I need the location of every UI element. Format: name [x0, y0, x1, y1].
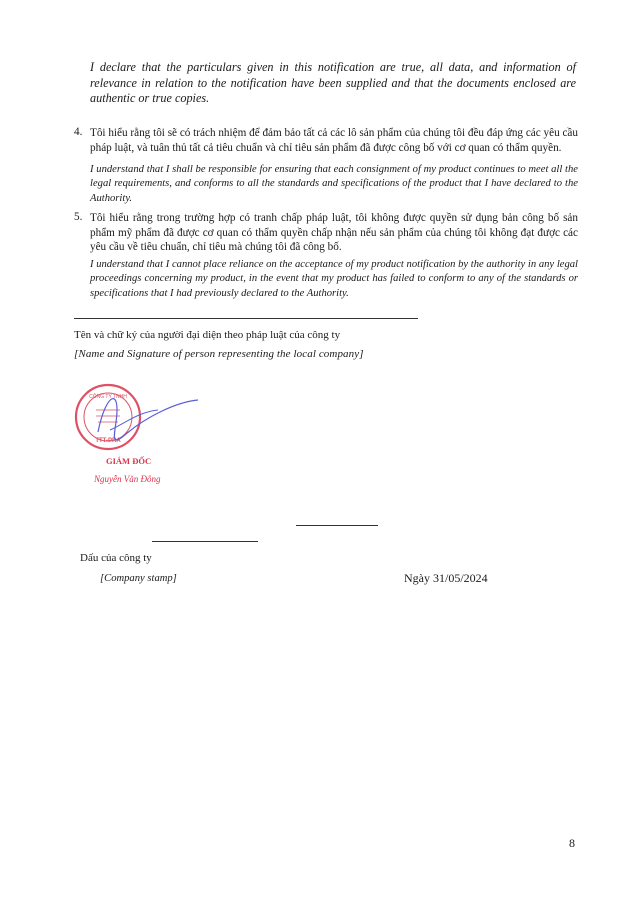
item-4-vietnamese: Tôi hiểu rằng tôi sẽ có trách nhiệm để đảm bảo tất cả các lô sản phẩm của chúng tôi đều đáp ứng các yêu cầu pháp luật, và tuân thủ tất cả tiêu chuẩn và chỉ tiêu sản phẩm đã được công bố với cơ quan có thẩm quyền. — [90, 127, 578, 154]
item-5-number: 5. — [74, 211, 83, 223]
signer-name: Nguyễn Văn Đông — [94, 474, 161, 484]
item-5-vietnamese: Tôi hiểu rằng trong trường hợp có tranh chấp pháp luật, tôi không được quyền sử dụng bản công bố sản phẩm mỹ phẩm đã được cơ quan có thẩm quyền chấp nhận nếu sản phẩm của chúng tôi không đạt được các yêu cầu về tiêu chuẩn, chỉ tiêu mà chúng tôi đã công bố. — [90, 212, 578, 254]
date-text: Ngày 31/05/2024 — [404, 571, 488, 585]
declaration-text: I declare that the particulars given in this notification are true, all data, and information of relevance in relation to the notification have been supplied and that the documents enclosed are authentic or true copies. — [90, 60, 576, 106]
item-5-english: I understand that I cannot place reliance on the acceptance of my product notification by the authority in any legal proceedings concerning my product, in the event that my product has failed to conform to any of the standards or specifications that I had previously declared to the Authority. — [90, 259, 578, 299]
item-4-number: 4. — [74, 126, 83, 138]
company-stamp-signature — [66, 372, 216, 502]
seal-center-text: TTT-PRA — [95, 438, 121, 444]
stamp-label-en: [Company stamp] — [100, 573, 177, 584]
stamp-label-vi: Dấu của công ty — [80, 552, 152, 564]
signature-line — [74, 318, 418, 319]
signature-label-en: [Name and Signature of person representing the local company] — [74, 348, 364, 360]
item-4-english: I understand that I shall be responsible for ensuring that each consignment of my product continues to meet all the legal requirements, and conforms to all the standards and specifications of the product that I have declared to the Authority. — [90, 164, 578, 204]
stamp-title: GIÁM ĐỐC — [106, 456, 152, 466]
page-number: 8 — [569, 836, 575, 850]
date-line — [296, 525, 378, 526]
signature-stroke-main — [98, 399, 198, 440]
stamp-line — [152, 541, 258, 542]
company-seal — [76, 385, 140, 449]
seal-ring-text: CÔNG TY TNHH — [89, 394, 127, 400]
signature-label-vi: Tên và chữ ký của người đại diện theo pháp luật của công ty — [74, 329, 341, 341]
